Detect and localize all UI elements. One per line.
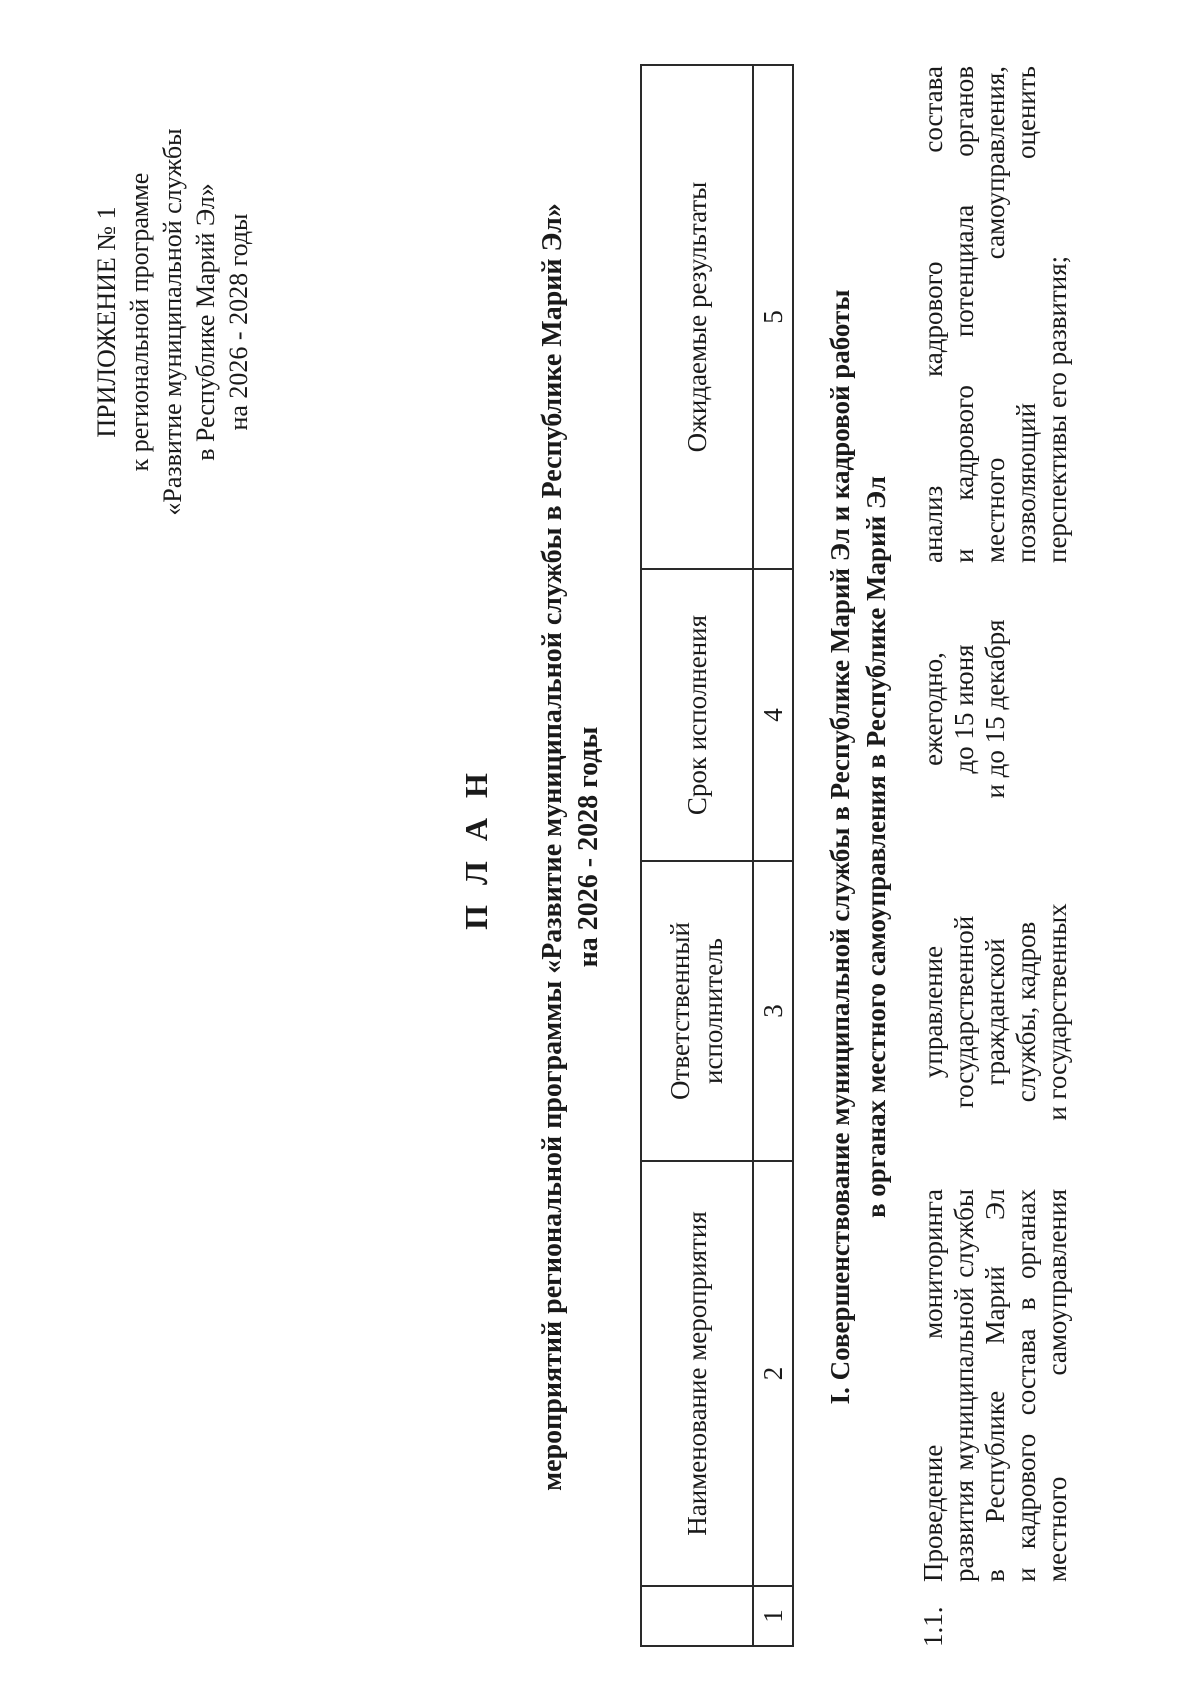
table-column-number-row [753, 65, 793, 1646]
appendix-line: ПРИЛОЖЕНИЕ № 1 [92, 206, 121, 438]
document-title: П Л А Н [458, 767, 494, 930]
appendix-line: на 2026 - 2028 годы [224, 213, 253, 431]
header-cell-responsible: Ответственный исполнитель [641, 861, 753, 1161]
header-cell-results: Ожидаемые результаты [641, 65, 753, 569]
column-number-cell: 1 [753, 1586, 793, 1646]
appendix-line: к региональной программе [125, 172, 154, 472]
text-line: и государственных [1042, 903, 1072, 1121]
row-term [918, 563, 1011, 855]
text-line: анализ кадрового состава [918, 66, 948, 563]
text-line: местного самоуправления [1042, 1189, 1072, 1582]
appendix-line: «Развитие муниципальной службы [158, 128, 187, 516]
table-header-row [641, 65, 753, 1646]
column-number-cell: 4 [753, 569, 793, 861]
column-number-cell: 3 [753, 861, 793, 1161]
document-subtitle [535, 57, 607, 1637]
row-number: 1.1. [918, 1606, 948, 1647]
section-heading [822, 67, 894, 1627]
subtitle-line: на 2026 - 2028 годы [573, 726, 604, 968]
text-line: ежегодно, [918, 652, 948, 766]
plan-table [640, 64, 794, 1647]
text-line: позволяющий оценить [1011, 66, 1041, 563]
text-line: до 15 июня [949, 644, 979, 774]
text-line: гражданской [980, 938, 1010, 1086]
row-expected-results [918, 66, 1073, 563]
text-line: управление [918, 945, 948, 1079]
row-activity-name [918, 1189, 1073, 1582]
text-line: и до 15 декабря [980, 619, 1010, 799]
text-line: развития муниципальной службы [949, 1189, 979, 1582]
text-line: службы, кадров [1011, 921, 1041, 1103]
column-number-cell: 5 [753, 65, 793, 569]
subtitle-line: мероприятий региональной программы «Развитие муниципальной службы в Республике Марий Эл» [537, 203, 568, 1491]
text-line: и кадрового потенциала органов [949, 66, 979, 563]
row-responsible [918, 862, 1073, 1162]
text-line: Проведение мониторинга [918, 1189, 948, 1582]
section-heading-line: I. Совершенствование муниципальной службы в Республике Марий Эл и кадровой работы [825, 289, 855, 1405]
header-cell-term: Срок исполнения [641, 569, 753, 861]
section-heading-line: в органах местного самоуправления в Республике Марий Эл [861, 475, 891, 1219]
column-number-cell: 2 [753, 1161, 793, 1586]
text-line: местного самоуправления, [980, 66, 1010, 563]
header-cell-number [641, 1586, 753, 1646]
text-line: и кадрового состава в органах [1011, 1189, 1041, 1582]
appendix-line: в Республике Марий Эл» [191, 183, 220, 461]
appendix-block [90, 87, 255, 557]
text-line: перспективы его развития; [1042, 255, 1072, 563]
header-cell-name: Наименование мероприятия [641, 1161, 753, 1586]
text-line: в Республике Марий Эл [980, 1189, 1010, 1582]
text-line: государственной [949, 915, 979, 1109]
